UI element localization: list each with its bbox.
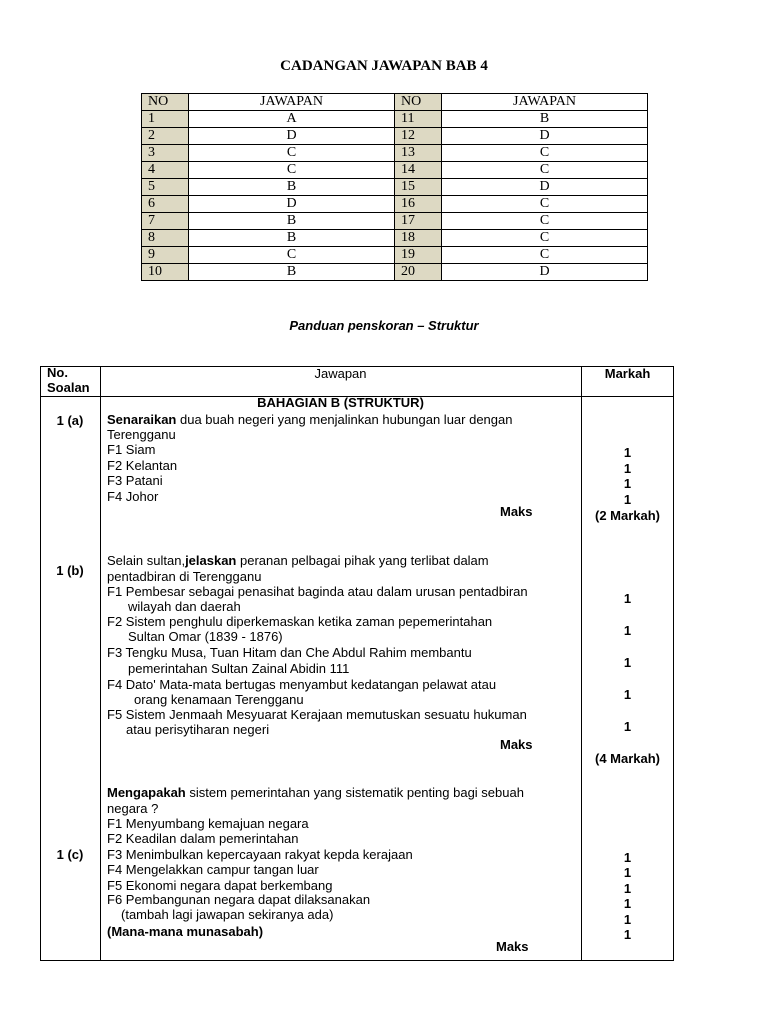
header-jawapan: JAWAPAN xyxy=(442,94,648,111)
answer-row xyxy=(142,247,648,264)
answer-point: F5 Sistem Jenmaah Mesyuarat Kerajaan memutuskan sesuatu hukuman xyxy=(107,707,527,722)
answer-letter: C xyxy=(189,145,395,162)
question-number: 17 xyxy=(395,213,442,230)
answer-row xyxy=(142,230,648,247)
question-number: 19 xyxy=(395,247,442,264)
answer-point: F2 Keadilan dalam pemerintahan xyxy=(107,831,299,846)
question-label-1c: 1 (c) xyxy=(56,847,84,862)
answer-letter: C xyxy=(442,247,648,264)
question-text: sistem pemerintahan yang sistematik penting bagi sebuah xyxy=(185,785,524,800)
answer-letter: C xyxy=(442,213,648,230)
answer-letter: C xyxy=(442,196,648,213)
answer-point: F4 Mengelakkan campur tangan luar xyxy=(107,862,319,877)
question-number: 6 xyxy=(142,196,189,213)
answer-point: F4 Johor xyxy=(107,489,159,504)
question-text: peranan pelbagai pihak yang terlibat dalam xyxy=(236,553,489,568)
mark-value: 1 xyxy=(623,623,632,638)
mark-value: 1 xyxy=(623,912,632,927)
answer-point: F5 Ekonomi negara dapat berkembang xyxy=(107,878,333,893)
question-number: 1 xyxy=(142,111,189,128)
question-number: 16 xyxy=(395,196,442,213)
question-1c-line2: negara ? xyxy=(107,801,159,816)
answer-point: F1 Menyumbang kemajuan negara xyxy=(107,816,309,831)
answer-letter: D xyxy=(442,179,648,196)
question-keyword: Senaraikan xyxy=(107,412,177,427)
answer-note: (tambah lagi jawapan sekiranya ada) xyxy=(121,907,334,922)
answer-letter: B xyxy=(189,213,395,230)
question-number: 4 xyxy=(142,162,189,179)
answer-point: F1 Pembesar sebagai penasihat baginda atau dalam urusan pentadbiran xyxy=(107,584,528,599)
answer-point: F2 Kelantan xyxy=(107,458,178,473)
question-number: 20 xyxy=(395,264,442,281)
mark-value: 1 xyxy=(623,591,632,606)
scoring-guide-title: Panduan penskoran – Struktur xyxy=(289,318,479,333)
question-label-1b: 1 (b) xyxy=(56,563,84,578)
mark-value: 1 xyxy=(623,850,632,865)
maks-label: Maks xyxy=(500,737,533,752)
answer-letter: B xyxy=(189,179,395,196)
header-no: NO xyxy=(395,94,442,111)
answer-letter: D xyxy=(442,264,648,281)
answer-letter: C xyxy=(189,162,395,179)
question-number: 8 xyxy=(142,230,189,247)
mark-value: 1 xyxy=(623,687,632,702)
maks-label: Maks xyxy=(496,939,529,954)
answer-letter: C xyxy=(189,247,395,264)
answer-row xyxy=(142,162,648,179)
question-number: 9 xyxy=(142,247,189,264)
col-no-label: No. xyxy=(47,365,68,380)
answer-letter: B xyxy=(189,264,395,281)
answer-letter: C xyxy=(442,162,648,179)
col-markah-label: Markah xyxy=(604,366,651,381)
answer-point-cont: Sultan Omar (1839 - 1876) xyxy=(128,629,283,644)
question-keyword: jelaskan xyxy=(185,553,237,568)
answer-point: F3 Tengku Musa, Tuan Hitam dan Che Abdul Rahim membantu xyxy=(107,645,472,660)
header-jawapan: JAWAPAN xyxy=(189,94,395,111)
question-keyword: Mengapakah xyxy=(107,785,186,800)
answer-point-cont: wilayah dan daerah xyxy=(128,599,241,614)
col-soalan-label: Soalan xyxy=(47,380,90,395)
answer-point-cont: pemerintahan Sultan Zainal Abidin 111 xyxy=(128,661,350,676)
answer-letter: B xyxy=(442,111,648,128)
question-1a-line2: Terengganu xyxy=(107,427,176,442)
answer-row xyxy=(142,264,648,281)
question-number: 2 xyxy=(142,128,189,145)
question-number: 15 xyxy=(395,179,442,196)
question-number: 12 xyxy=(395,128,442,145)
question-number: 10 xyxy=(142,264,189,281)
col-jawapan-label: Jawapan xyxy=(314,366,367,381)
mark-value: 1 xyxy=(623,896,632,911)
answer-letter: D xyxy=(442,128,648,145)
answer-row xyxy=(142,145,648,162)
answer-point: F2 Sistem penghulu diperkemaskan ketika zaman pepemerintahan xyxy=(107,614,493,629)
section-heading: BAHAGIAN B (STRUKTUR) xyxy=(257,395,424,410)
answer-row xyxy=(142,213,648,230)
question-number: 5 xyxy=(142,179,189,196)
mark-value: 1 xyxy=(623,865,632,880)
answer-letter: B xyxy=(189,230,395,247)
question-number: 3 xyxy=(142,145,189,162)
answer-point: F6 Pembangunan negara dapat dilaksanakan xyxy=(107,892,371,907)
answer-table xyxy=(141,93,648,281)
question-number: 13 xyxy=(395,145,442,162)
answer-point: F3 Menimbulkan kepercayaan rakyat kepda kerajaan xyxy=(107,847,413,862)
mark-value: 1 xyxy=(623,476,632,491)
mark-value: 1 xyxy=(623,445,632,460)
column-divider xyxy=(100,366,101,961)
answer-point-cont: orang kenamaan Terengganu xyxy=(134,692,304,707)
answer-letter: C xyxy=(442,145,648,162)
header-no: NO xyxy=(142,94,189,111)
question-text: dua buah negeri yang menjalinkan hubungan luar dengan xyxy=(176,412,513,427)
question-1b-text xyxy=(107,553,489,568)
page-title: CADANGAN JAWAPAN BAB 4 xyxy=(280,58,488,74)
question-1a-text xyxy=(107,412,512,427)
answer-point: F3 Patani xyxy=(107,473,163,488)
answer-row xyxy=(142,179,648,196)
answer-point: F1 Siam xyxy=(107,442,156,457)
mark-total: (2 Markah) xyxy=(594,508,661,523)
answer-letter: C xyxy=(442,230,648,247)
answer-note-bold: (Mana-mana munasabah) xyxy=(107,924,264,939)
answer-point-cont: atau perisytiharan negeri xyxy=(126,722,270,737)
question-number: 18 xyxy=(395,230,442,247)
answer-table-header xyxy=(142,94,648,111)
question-1b-line2: pentadbiran di Terengganu xyxy=(107,569,262,584)
answer-row xyxy=(142,128,648,145)
answer-letter: D xyxy=(189,128,395,145)
maks-label: Maks xyxy=(500,504,533,519)
answer-row xyxy=(142,196,648,213)
mark-total: (4 Markah) xyxy=(594,751,661,766)
question-1c-text xyxy=(107,785,524,800)
mark-value: 1 xyxy=(623,881,632,896)
question-label-1a: 1 (a) xyxy=(56,413,84,428)
mark-value: 1 xyxy=(623,927,632,942)
mark-value: 1 xyxy=(623,492,632,507)
question-number: 11 xyxy=(395,111,442,128)
answer-letter: D xyxy=(189,196,395,213)
question-number: 7 xyxy=(142,213,189,230)
question-text: Selain sultan, xyxy=(107,553,186,568)
mark-value: 1 xyxy=(623,461,632,476)
mark-value: 1 xyxy=(623,655,632,670)
answer-letter: A xyxy=(189,111,395,128)
answer-point: F4 Dato' Mata-mata bertugas menyambut kedatangan pelawat atau xyxy=(107,677,497,692)
mark-value: 1 xyxy=(623,719,632,734)
answer-row xyxy=(142,111,648,128)
question-number: 14 xyxy=(395,162,442,179)
